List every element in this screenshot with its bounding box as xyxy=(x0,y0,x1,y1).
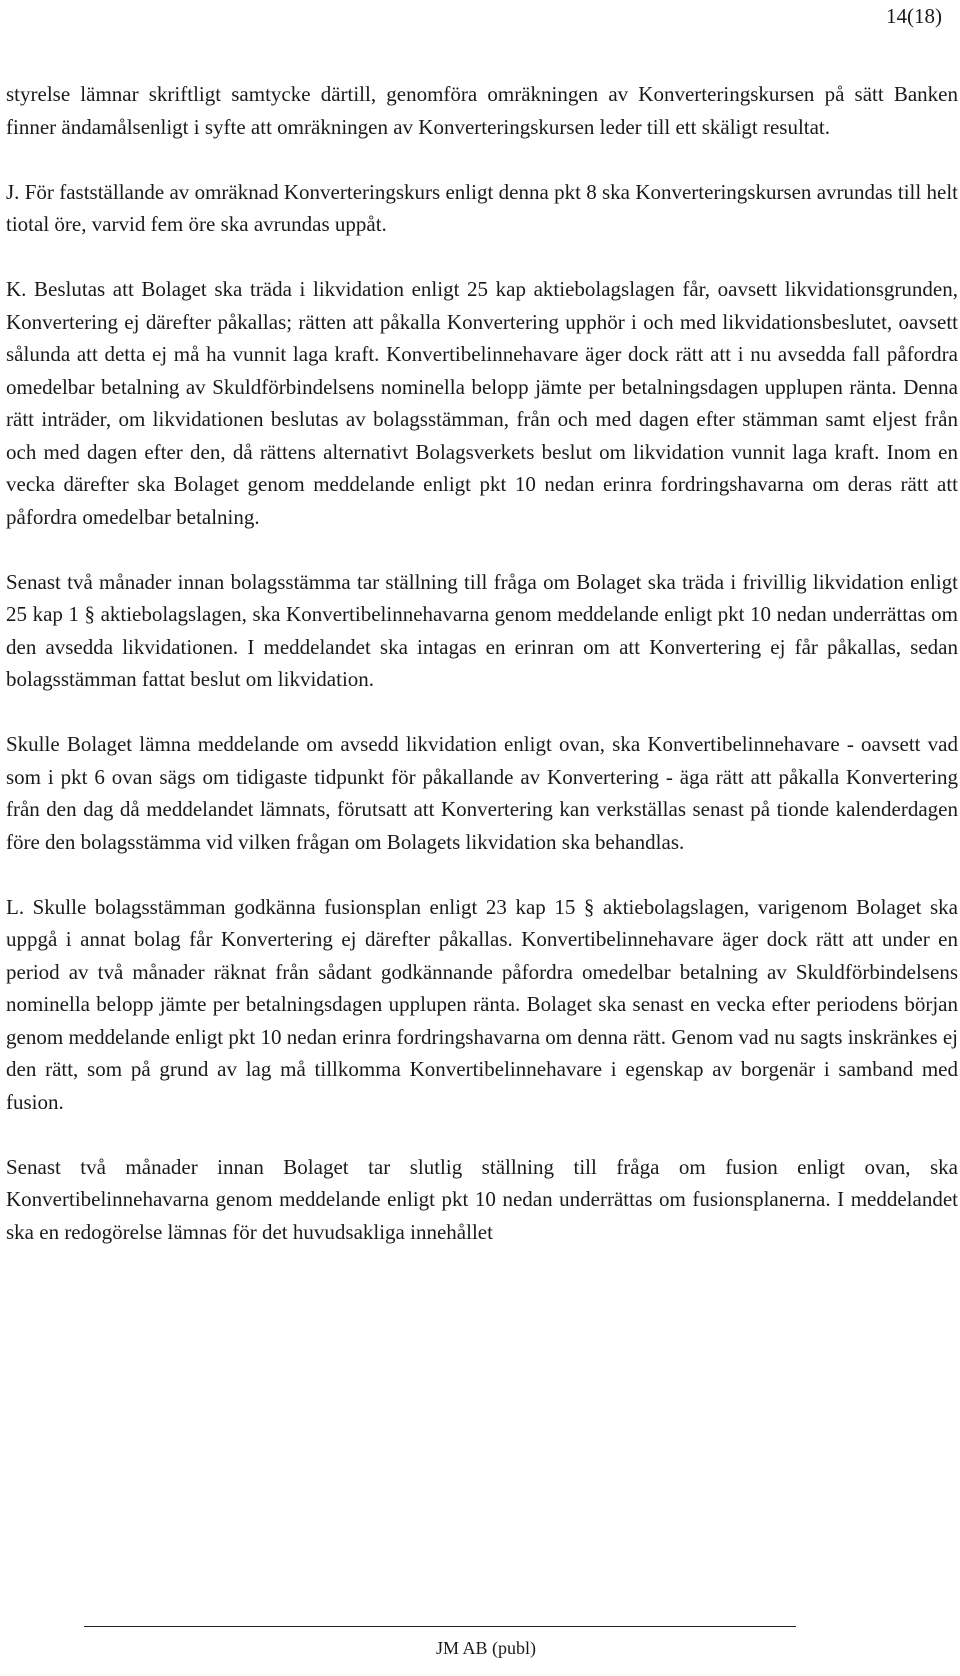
paragraph-j-avrundning: J. För fastställande av omräknad Konverteringskurs enligt denna pkt 8 ska Konverteringskursen avrundas till helt tiotal öre, varvid fem öre ska avrundas uppåt. xyxy=(6,179,958,236)
footer-company-name: JM AB (publ) xyxy=(435,1638,536,1658)
paragraph-k-likvidation: K. Beslutas att Bolaget ska träda i likvidation enligt 25 kap aktiebolagslagen får, oavsett likvidationsgrunden, Konvertering ej därefter påkallas; rätten att påkalla Konvertering upphör i och med likvidationsbeslutet, oavsett sålunda att detta ej må ha vunnit laga kraft. Konvertibelinnehavare äger dock rätt att i nu avsedda fall påfordra omedelbar betalning av Skuldförbindelsens nominella belopp jämte per betalningsdagen upplupen ränta. Denna rätt inträder, om likvidationen beslutas av bolagsstämman, från och med dagen efter stämman samt eljest från och med dagen efter den, då rättens alternativt Bolagsverkets beslut om likvidation vunnit laga kraft. Inom en vecka därefter ska Bolaget genom meddelande enligt pkt 10 nedan erinra fordringshavarna om deras rätt att påfordra omedelbar betalning. xyxy=(6,277,958,529)
paragraph-omrakning-continued: styrelse lämnar skriftligt samtycke därtill, genomföra omräkningen av Konverteringskursen på sätt Banken finner ändamålsenligt i syfte att omräkningen av Konverteringskursen leder till ett skäligt resultat. xyxy=(6,82,958,139)
paragraph-l-fusion: L. Skulle bolagsstämman godkänna fusionsplan enligt 23 kap 15 § aktiebolagslagen, varigenom Bolaget ska uppgå i annat bolag får Konvertering ej därefter påkallas. Konvertibelinnehavare äger dock rätt att under en period av två månader räknat från sådant godkännande påfordra omedelbar betalning av Skuldförbindelsens nominella belopp jämte per betalningsdagen upplupen ränta. Bolaget ska senast en vecka efter periodens början genom meddelande enligt pkt 10 nedan erinra fordringshavarna om denna rätt. Genom vad nu sagts inskränkes ej den rätt, som på grund av lag må tillkomma Konvertibelinnehavare i egenskap av borgenär i samband med fusion. xyxy=(6,894,958,1114)
page-number: 14(18) xyxy=(886,4,942,28)
footer-divider xyxy=(84,1626,796,1627)
paragraph-frivillig-likvidation: Senast två månader innan bolagsstämma tar ställning till fråga om Bolaget ska träda i frivillig likvidation enligt 25 kap 1 § aktiebolagslagen, ska Konvertibelinnehavarna genom meddelande enligt pkt 10 nedan underrättas om den avsedda likvidationen. I meddelandet ska intagas en erinran om att Konvertering ej får påkallas, sedan bolagsstämman fattat beslut om likvidation. xyxy=(6,569,958,691)
paragraph-meddelande-likvidation: Skulle Bolaget lämna meddelande om avsedd likvidation enligt ovan, ska Konvertibelinnehavare - oavsett vad som i pkt 6 ovan sägs om tidigaste tidpunkt för påkallande av Konvertering - äga rätt att påkalla Konvertering från den dag då meddelandet lämnats, förutsatt att Konvertering kan verkställas senast på tionde kalenderdagen före den bolagsstämma vid vilken frågan om Bolagets likvidation ska behandlas. xyxy=(6,732,958,854)
document-body xyxy=(6,78,958,1248)
paragraph-fusion-meddelande: Senast två månader innan Bolaget tar slutlig ställning till fråga om fusion enligt ovan, ska Konvertibelinnehavarna genom meddelande enligt pkt 10 nedan underrättas om fusionsplanerna. I meddelandet ska en redogörelse lämnas för det huvudsakliga innehållet xyxy=(6,1154,958,1244)
